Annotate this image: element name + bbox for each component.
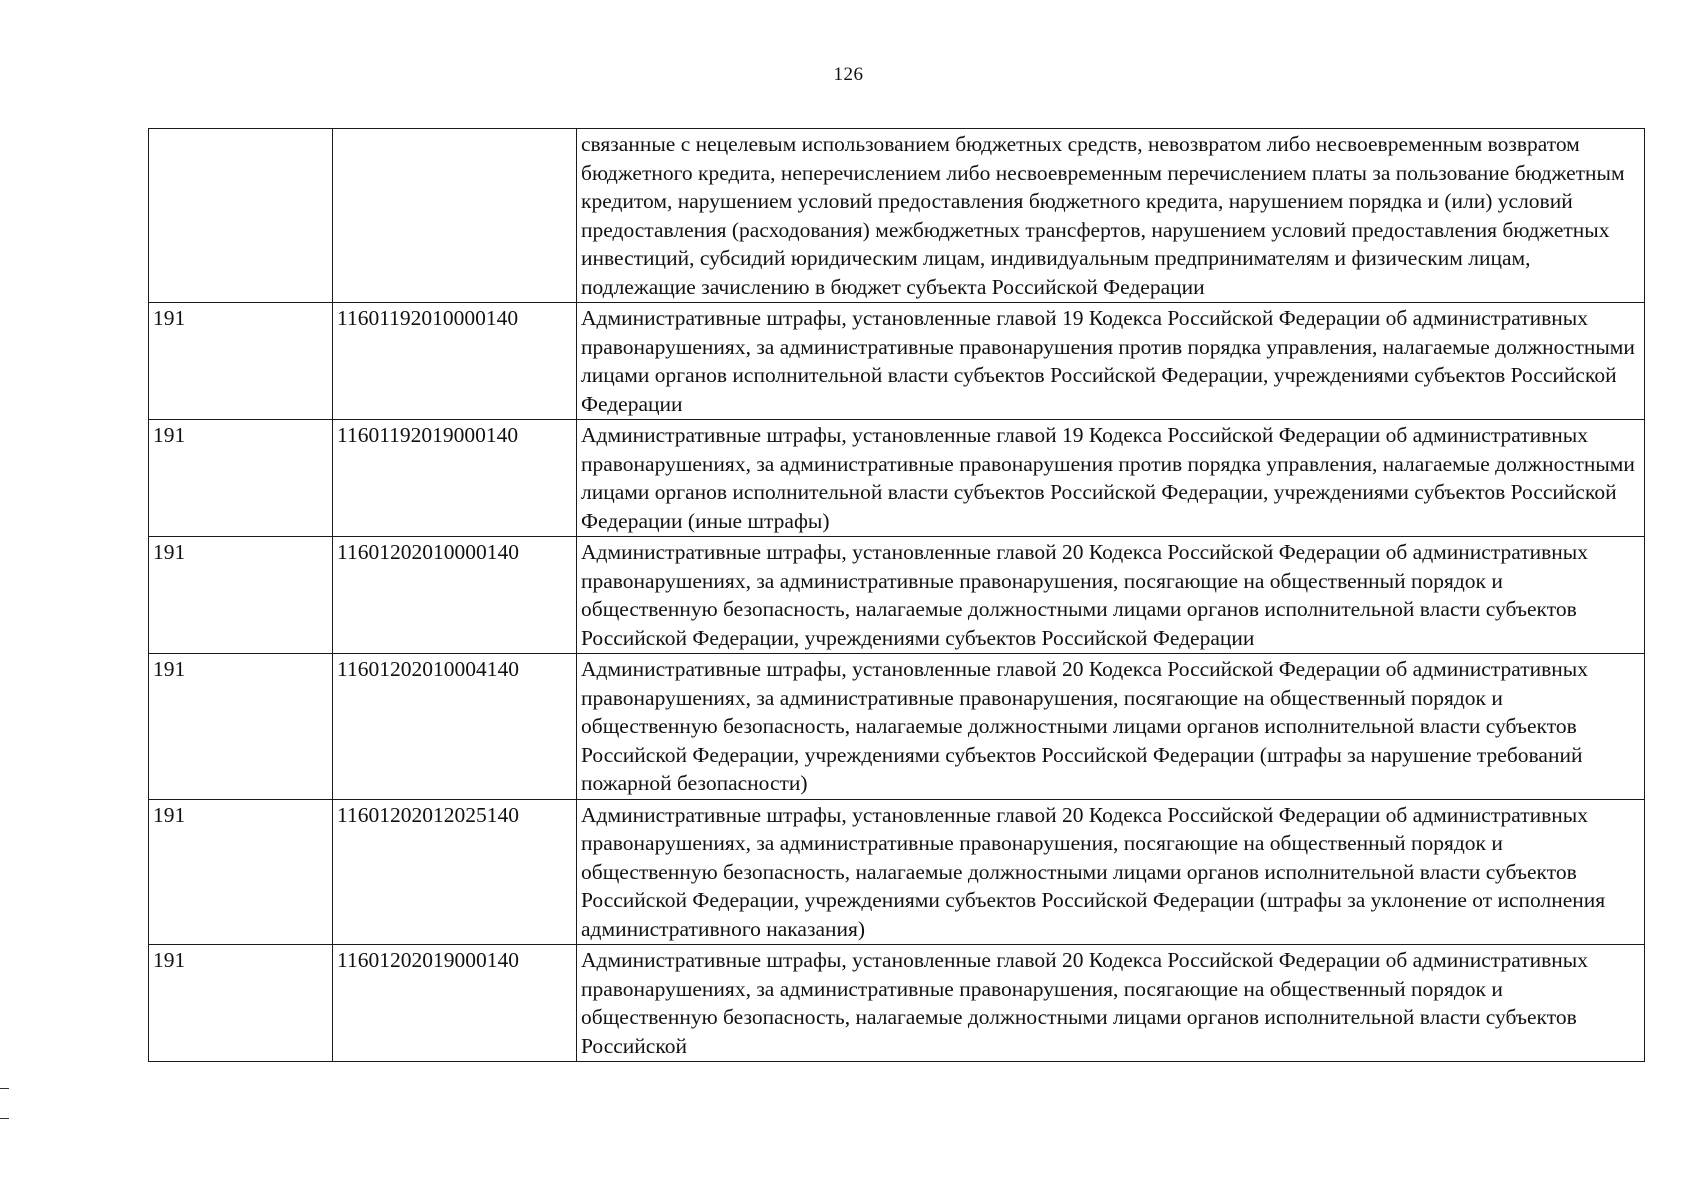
admin-code-cell: 191 bbox=[149, 537, 333, 654]
description-cell: Административные штрафы, установленные главой 20 Кодекса Российской Федерации об административных правонарушениях, за административные правонарушения, посягающие на общественный порядок и общественную безопасность, налагаемые должностными лицами органов исполнительной власти субъектов Российской Федерации, учреждениями субъектов Российской Федерации (штрафы за нарушение требований пожарной безопасности) bbox=[577, 654, 1645, 800]
margin-mark bbox=[0, 1088, 9, 1089]
description-cell: Административные штрафы, установленные главой 20 Кодекса Российской Федерации об административных правонарушениях, за административные правонарушения, посягающие на общественный порядок и общественную безопасность, налагаемые должностными лицами органов исполнительной власти субъектов Российской Федерации, учреждениями субъектов Российской Федерации (штрафы за уклонение от исполнения административного наказания) bbox=[577, 799, 1645, 945]
admin-code-cell: 191 bbox=[149, 945, 333, 1062]
income-code-cell: 11601192010000140 bbox=[333, 303, 577, 420]
income-code-cell: 11601202010004140 bbox=[333, 654, 577, 800]
description-cell: связанные с нецелевым использованием бюджетных средств, невозвратом либо несвоевременным возвратом бюджетного кредита, неперечислением либо несвоевременным перечислением платы за пользование бюджетным кредитом, нарушением условий предоставления бюджетного кредита, нарушением порядка и (или) условий предоставления (расходования) межбюджетных трансфертов, нарушением условий предоставления бюджетных инвестиций, субсидий юридическим лицам, индивидуальным предпринимателям и физическим лицам, подлежащие зачислению в бюджет субъекта Российской Федерации bbox=[577, 129, 1645, 303]
table-row bbox=[149, 420, 1645, 537]
description-cell: Административные штрафы, установленные главой 20 Кодекса Российской Федерации об административных правонарушениях, за административные правонарушения, посягающие на общественный порядок и общественную безопасность, налагаемые должностными лицами органов исполнительной власти субъектов Российской bbox=[577, 945, 1645, 1062]
income-code-cell: 11601192019000140 bbox=[333, 420, 577, 537]
margin-mark bbox=[0, 1118, 9, 1119]
table-row bbox=[149, 537, 1645, 654]
budget-codes-table bbox=[148, 128, 1645, 1062]
table-row bbox=[149, 303, 1645, 420]
admin-code-cell: 191 bbox=[149, 799, 333, 945]
income-code-cell: 11601202019000140 bbox=[333, 945, 577, 1062]
page-number: 126 bbox=[833, 64, 864, 85]
admin-code-cell bbox=[149, 129, 333, 303]
table-row bbox=[149, 945, 1645, 1062]
income-code-cell: 11601202012025140 bbox=[333, 799, 577, 945]
income-code-cell bbox=[333, 129, 577, 303]
income-code-cell: 11601202010000140 bbox=[333, 537, 577, 654]
description-cell: Административные штрафы, установленные главой 20 Кодекса Российской Федерации об административных правонарушениях, за административные правонарушения, посягающие на общественный порядок и общественную безопасность, налагаемые должностными лицами органов исполнительной власти субъектов Российской Федерации, учреждениями субъектов Российской Федерации bbox=[577, 537, 1645, 654]
table-row bbox=[149, 129, 1645, 303]
table-row bbox=[149, 654, 1645, 800]
admin-code-cell: 191 bbox=[149, 420, 333, 537]
admin-code-cell: 191 bbox=[149, 303, 333, 420]
description-cell: Административные штрафы, установленные главой 19 Кодекса Российской Федерации об административных правонарушениях, за административные правонарушения против порядка управления, налагаемые должностными лицами органов исполнительной власти субъектов Российской Федерации, учреждениями субъектов Российской Федерации (иные штрафы) bbox=[577, 420, 1645, 537]
table-row bbox=[149, 799, 1645, 945]
admin-code-cell: 191 bbox=[149, 654, 333, 800]
description-cell: Административные штрафы, установленные главой 19 Кодекса Российской Федерации об административных правонарушениях, за административные правонарушения против порядка управления, налагаемые должностными лицами органов исполнительной власти субъектов Российской Федерации, учреждениями субъектов Российской Федерации bbox=[577, 303, 1645, 420]
